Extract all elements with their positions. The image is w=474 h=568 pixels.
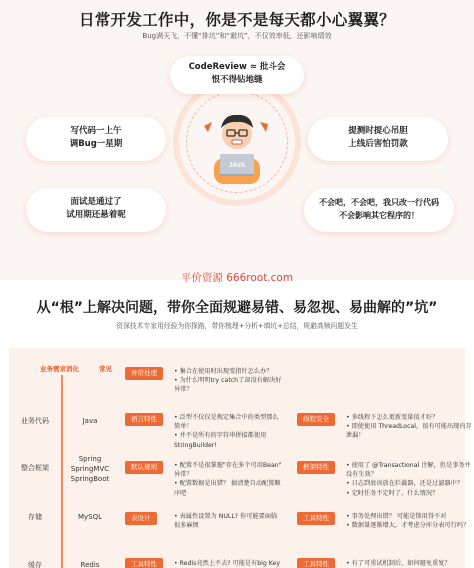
bubble-one-line-change bbox=[304, 188, 454, 232]
row-tech bbox=[64, 512, 116, 522]
watermark: 平价资源 666root.com bbox=[180, 272, 294, 284]
pit-tag: 语言特性 bbox=[125, 413, 163, 426]
table-divider bbox=[61, 375, 63, 568]
pit-line: • 事务处理出错？ 可能是锁用得不对 bbox=[346, 513, 447, 520]
tech-item: Java bbox=[82, 417, 98, 425]
bubble-line: 不会吧，不会吧，我只改一行代码 bbox=[319, 198, 439, 207]
bubble-line: 上线后害怕罚款 bbox=[348, 139, 408, 149]
tech-item: MySQL bbox=[77, 513, 103, 521]
bubble-line: 面试是通过了 bbox=[70, 197, 122, 207]
pit-line: • 为什么明明try catch了却没有解决好 bbox=[174, 377, 282, 385]
pit-description bbox=[174, 367, 281, 395]
page-subtitle: Bug满天飞，不懂“排坑”和“避坑”，不仅效率低，还影响绩效 bbox=[142, 32, 332, 40]
pit-description bbox=[346, 512, 469, 530]
row-category: 整合框架 bbox=[21, 464, 49, 472]
bubble-codereview bbox=[170, 56, 304, 94]
pit-line: • 表属性设置为 NULL? 你可能要面临 bbox=[174, 513, 278, 520]
row-category: 存储 bbox=[28, 513, 42, 521]
pit-line: 序吧 bbox=[174, 489, 187, 497]
tech-item: Redis bbox=[80, 561, 100, 568]
bubble-testing bbox=[308, 117, 448, 161]
page-title: 日常开发工作中，你是不是每天都小心翼翼？ bbox=[78, 11, 395, 29]
frustrated-developer-illustration bbox=[196, 102, 278, 184]
pit-line: • 集合在使用时出现变指针怎么办？ bbox=[174, 368, 273, 375]
bubble-line: 不会影响其它程序的！ bbox=[339, 211, 419, 220]
pit-line: 异常？ bbox=[174, 386, 193, 394]
pit-description bbox=[174, 512, 277, 530]
pit-line: • 配置不是很掌握"存在多个可用Bean" bbox=[174, 462, 282, 469]
row-tech bbox=[64, 416, 116, 426]
pit-line: 异常？ bbox=[174, 471, 193, 479]
pit-line: • Redis竟然上不去? 可能是有big Key bbox=[174, 560, 281, 567]
pit-description bbox=[174, 413, 279, 450]
bubble-line: 恨不得钻地缝 bbox=[211, 75, 263, 85]
pit-line: • 配置数据是出错？ 搞清楚自动配置顺 bbox=[174, 480, 281, 488]
bubble-line: CodeReview ≈ 批斗会 bbox=[188, 62, 286, 72]
pit-line: • 并不是所有的字符串拼接都使用 bbox=[174, 432, 267, 440]
row-tech bbox=[64, 454, 116, 484]
bubble-line: 试用期还悬着呢 bbox=[66, 210, 126, 220]
pit-description bbox=[174, 559, 280, 568]
pit-line: • 数据量逐渐增大，才考虑分库分表可行吗？ bbox=[346, 522, 470, 530]
column-pit-header: 常见 bbox=[99, 365, 112, 373]
tech-item: Spring bbox=[78, 455, 102, 463]
pit-line: 泄漏！ bbox=[346, 432, 365, 440]
pit-tag: 异常处理 bbox=[125, 367, 163, 380]
section-title: 从“根”上解决问题，带你全面规避易错、易忽视、易曲解的”坑” bbox=[36, 300, 438, 316]
pit-line: • 泛型不仅仅是规定集合中的类型那么 bbox=[174, 414, 279, 421]
pit-tag: 工具特性 bbox=[297, 512, 335, 525]
pit-line: • 日志到底该放在拦截器，还是过滤器中？ bbox=[346, 480, 463, 488]
row-category: 业务代码 bbox=[21, 417, 49, 425]
pit-description bbox=[174, 461, 282, 498]
laptop-label: JAVA bbox=[228, 162, 246, 169]
pit-line: 很多麻烦 bbox=[174, 522, 199, 530]
section-subtitle: 资深技术专家用经验为你探路，带你梳理+分析+填坑+总结，规避高频问题发生 bbox=[116, 322, 358, 330]
pit-line: • 有了可重试机制后，如何避免重复？ bbox=[346, 560, 451, 567]
bubble-line: 提测时提心吊胆 bbox=[348, 126, 408, 136]
pit-tag: 工具特性 bbox=[125, 558, 163, 568]
pit-line: 简单！ bbox=[174, 423, 193, 431]
pit-description bbox=[346, 559, 451, 568]
pit-line: • 定时任务不定时了，什么情况？ bbox=[346, 489, 439, 497]
row-category: 缓存 bbox=[28, 561, 42, 568]
pit-tag: 框架特性 bbox=[297, 461, 335, 474]
bubble-line: 调Bug一星期 bbox=[69, 139, 123, 149]
pit-description bbox=[346, 413, 472, 441]
pit-line: • 即使使用 ThreadLocal，很有可能出现内存 bbox=[346, 423, 472, 431]
pit-tag: 默认规则 bbox=[125, 461, 163, 474]
pit-tag: 线程安全 bbox=[297, 413, 335, 426]
pit-description bbox=[346, 461, 471, 498]
bubble-debugging bbox=[26, 117, 166, 161]
tech-item: SpringMVC bbox=[70, 465, 110, 473]
row-tech bbox=[64, 560, 116, 568]
bubble-line: 写代码一上午 bbox=[70, 126, 122, 136]
pit-line: • 多线程下怎么更新变量值才好？ bbox=[346, 414, 439, 421]
pit-line: • 使用了 @Transactional 注解，但是事务并 bbox=[346, 462, 471, 469]
pit-line: StringBuilder! bbox=[174, 441, 217, 449]
pit-tag: 工具特性 bbox=[297, 558, 335, 568]
pit-line: 没有生效？ bbox=[346, 471, 377, 479]
column-business-header: 业务需求消化 bbox=[40, 365, 79, 373]
bubble-probation bbox=[26, 188, 166, 232]
pit-tag: 表设计 bbox=[125, 512, 157, 525]
tech-item: SpringBoot bbox=[70, 475, 110, 483]
